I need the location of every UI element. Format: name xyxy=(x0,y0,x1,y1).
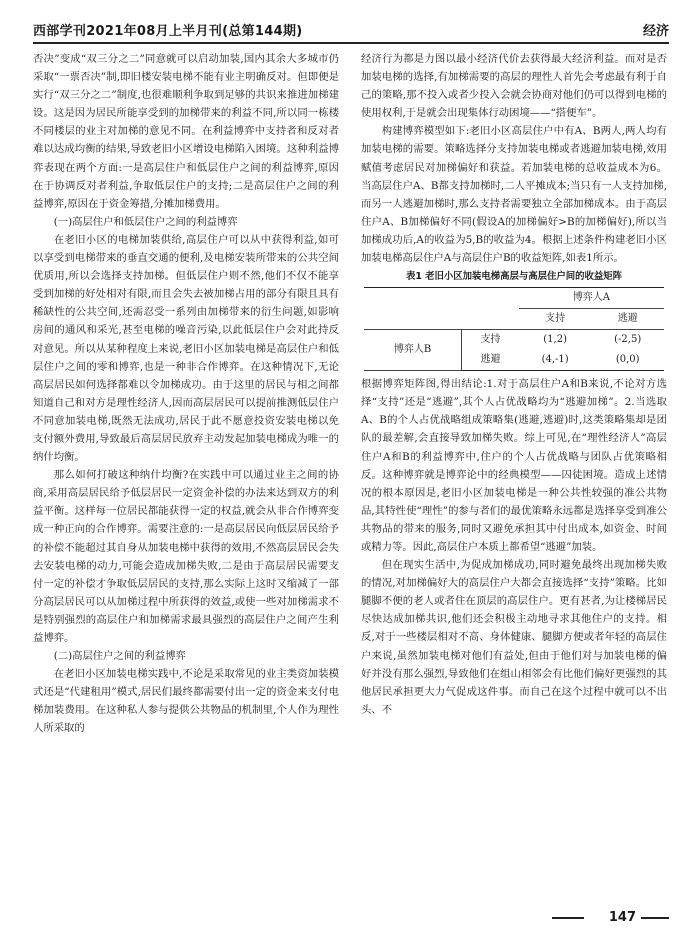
paragraph: 在老旧小区的电梯加装供给,高层住户可以从中获得利益,如可以享受到电梯带来的垂直交通的便利,及电梯安装所带来的公共空间优质用,所以会选择支持加梯。但低层住户则不然,他们不仅不能享受到加梯的好处相对有限,而且会失去被加梯占用的部分有限且具有稀缺性的公共空间,还需忍受一系列由加梯带来的衍生问题,如影响房间的通风和采光,甚至电梯的噪音污染,以此低层住户会对此持反对意见。所以从某种程度上来说,老旧小区加装电梯是高层住户和低层住户之间的零和博弈,也是一种非合作博弈。在这种情况下,无论高层居民如何选择都难以令加梯成功。由于这里的居民与相之间都知道自己和对方是理性经济人,因而高层居民可以提前推测低层住户不同意加装电梯,既然无法成功,居民于此不愿意投资安装电梯以免支付额外费用,导致最后高层居民放弃主动发起加装电梯成为唯一的纳什均衡。 xyxy=(33,233,339,464)
table-caption: 表1 老旧小区加装电梯高层与高层住户间的收益矩阵 xyxy=(405,271,623,283)
subheading: (一)高层住户和低层住户之间的利益博弈 xyxy=(53,215,238,228)
table-corner-cell xyxy=(364,288,519,309)
right-column xyxy=(361,50,667,912)
page-header xyxy=(33,16,669,44)
table-corner-cell xyxy=(364,309,519,330)
paragraph: 但在现实生活中,为促成加梯成功,同时避免最终出现加梯失败的情况,对加梯偏好大的高层住户大都会直接选择“支持”策略。比如腿脚不便的老人或者住在顶层的高层住户。更有甚者,为让楼梯居民尽快达成加梯共识,他们还会积极主动地寻求其他住户的支持。相反,对于一些楼层相对不高、身体健康、腿脚方便或者年轻的高层住户来说,虽然加装电梯对他们有益处,但由于他们对与加装电梯的偏好并没有那么强烈,导致他们在组山相邻会有比他们偏好更强烈的其他居民承担更大力气促成这件事。而自己在这个过程中就可以不出头、不 xyxy=(361,559,667,716)
subheading: (二)高层住户之间的利益博弈 xyxy=(53,650,186,663)
column-strategy-header: 逃避 xyxy=(591,309,664,330)
payoff-cell: (-2,5) xyxy=(614,334,642,346)
paragraph: 构建博弈模型如下:老旧小区高层住户中有A、B两人,两人均有加装电梯的需要。策略选择分支持加装电梯或者逃避加装电梯,效用赋值考虑居民对加梯偏好和获益。若加装电梯的总收益成本为6。当高层住户A、B都支持加梯时,二人平摊成本;当只有一人支持加梯,而另一人逃避加梯时,那么支持者需要独立全部加梯成本。由于高层住户A、B加梯偏好不同(假设A的加梯偏好>B的加梯偏好),所以当加梯成功后,A的收益为5,B的收益为4。根据上述条件构建老旧小区加装电梯高层住户A与高层住户B的收益矩阵,如表1所示。 xyxy=(361,125,667,265)
paragraph: 在老旧小区加装电梯实践中,不论是采取常见的业主类资加装模式还是“代建租用”模式,居民们最终都需要付出一定的资金来支付电梯加装费用。在这种私人参与提供公共物品的机制里,个人作为理性人所采取的 xyxy=(33,668,339,735)
row-strategy-header: 逃避 xyxy=(462,350,519,371)
payoff-cell: (0,0) xyxy=(591,350,664,371)
page-number-rule-right xyxy=(641,917,669,919)
column-player-header: 博弈人A xyxy=(519,288,664,309)
paragraph: 那么如何打破这种纳什均衡?在实践中可以通过业主之间的协商,采用高层居民给予低层居民一定资金补偿的办法来达到双方的利益平衡。这样每一位居民都能获得一定的权益,就会从非合作博弈变成一种正向的合作博弈。需要注意的:一是高层居民向低层居民给予的补偿不能超过其自身从加装电梯中获得的效用,不然高层居民会失去安装电梯的动力,可能会造成加梯失败,二是由于高层居民需要支付一定的补偿才争取低层居民的支持,那么实际上这时又缩减了一部分高层居民可以从加梯过程中所获得的效益,或使一些对加梯需求不是特别强烈的高层住户和加梯需求最具强烈的高层住户之间产生利益博弈。 xyxy=(33,469,339,644)
journal-title: 西部学刊2021年08月上半月刊(总第144期) xyxy=(33,24,303,39)
paragraph: 否决”变成“双三分之二”同意就可以启动加装,国内其余大多城市仍采取“一票否决”制,即旧楼安装电梯不能有业主明确反对。但即便是实行“双三分之二”制度,也很难顺利争取到足够的共识来推进加梯建设。这是因为居民所能享受到的加梯带来的利益不同,所以同一栋楼不同楼层的业主对加梯的意见不同。在利益博弈中支持者和反对者难以达成均衡的结果,导致老旧小区增设电梯陷入困境。这种利益博弈表现在两个方面:一是高层住户和低层住户之间的利益博弈,原因在于协调反对者利益,争取低层住户的支持;二是高层住户之间的利益博弈,原因在于资金筹措,分摊加梯费用。 xyxy=(33,53,339,210)
row-player-header: 博弈人B xyxy=(364,330,462,371)
section-label: 经济 xyxy=(642,24,669,39)
left-column xyxy=(33,50,339,912)
payoff-cell: (1,2) xyxy=(543,334,567,346)
paragraph: 根据博弈矩阵图,得出结论:1.对于高层住户A和B来说,不论对方选择“支持”还是“逃避”,其个人占优战略均为“逃避加梯”。2.当选取A、B的个人占优战略组成策略集(逃避,逃避)时,这类策略集却是团队的最差解,会直接导致加梯失败。综上可见,在“理性经济人”高层住户A和B的利益博弈中,住户的个人占优战略与团队占优策略相反。这种博弈就是博弈论中的经典模型——囚徒困境。造成上述情况的根本原因是,老旧小区加装电梯是一种公共性较强的准公共物品,其特性使“理性”的参与者们的最优策略永远都是选择享受到准公共物品的带来的服务,同时又避免承担其中付出成本,如资金、时间或精力等。因此,高层住户本质上都希望“逃避”加装。 xyxy=(361,378,667,553)
page-number-rule-left xyxy=(552,917,584,919)
page-number: 147 xyxy=(608,910,636,925)
paragraph: 经济行为都是力图以最小经济代价去获得最大经济利益。而对是否加装电梯的选择,有加梯需要的高层的理性人首先会考虑最有利于自己的策略,那不投入或者少投入会就会协商对他们仍可以得到电梯的使用权利,于是就会出现集体行动困境——“搭便车”。 xyxy=(361,53,667,120)
column-strategy-header: 支持 xyxy=(519,309,592,330)
row-strategy-header: 支持 xyxy=(462,330,519,351)
payoff-cell: (4,-1) xyxy=(519,350,592,371)
payoff-matrix-table xyxy=(364,287,664,371)
